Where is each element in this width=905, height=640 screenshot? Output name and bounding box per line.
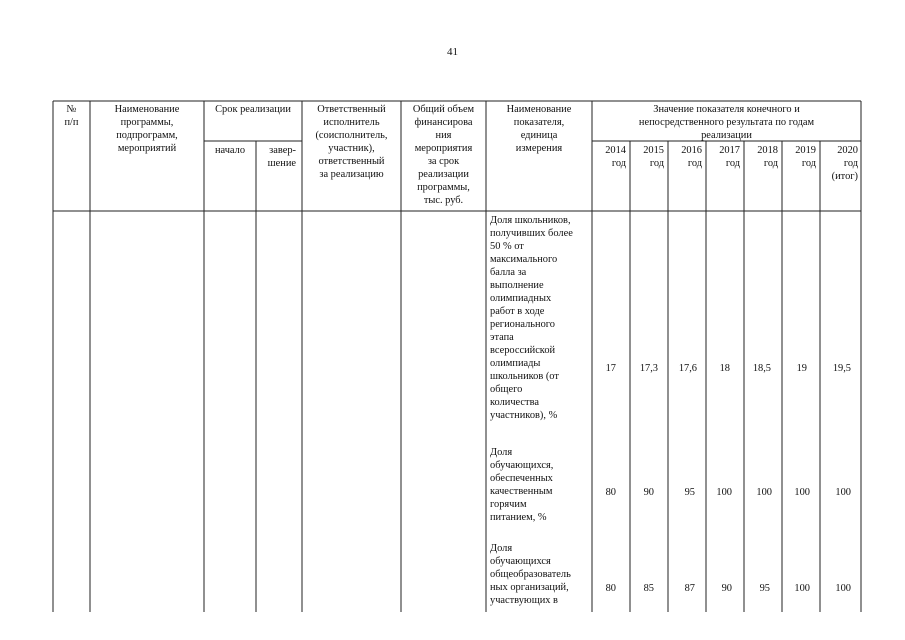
row-1-value-2020: 19,5 xyxy=(832,363,851,374)
header-year-2018: 2018 год xyxy=(757,145,778,169)
row-3-value-2017: 90 xyxy=(721,583,732,594)
row-1-value-2014: 17 xyxy=(605,363,616,374)
row-2-value-2015: 90 xyxy=(643,487,654,498)
header-year-2016: 2016 год xyxy=(681,145,702,169)
header-year-2014: 2014 год xyxy=(605,145,626,169)
row-1-value-2019: 19 xyxy=(796,363,807,374)
row-3-indicator: Доля обучающихся общеобразователь ных организаций, участвующих в xyxy=(490,543,571,606)
row-3-value-2019: 100 xyxy=(794,583,810,594)
row-2-indicator: Доля обучающихся, обеспеченных качественным горячим питанием, % xyxy=(490,447,554,523)
row-2-value-2016: 95 xyxy=(684,487,695,498)
row-1-value-2018: 18,5 xyxy=(752,363,771,374)
row-2-value-2017: 100 xyxy=(716,487,732,498)
header-year-2019: 2019 год xyxy=(795,145,816,169)
row-3-value-2014: 80 xyxy=(605,583,616,594)
header-year-2020: 2020 год (итог) xyxy=(831,145,858,182)
header-year-2017: 2017 год xyxy=(719,145,740,169)
row-1-value-2016: 17,6 xyxy=(678,363,697,374)
header-num: № п/п xyxy=(64,104,79,128)
header-term-end: завер- шение xyxy=(267,145,296,169)
header-year-2015: 2015 год xyxy=(643,145,664,169)
row-3-value-2018: 95 xyxy=(759,583,770,594)
row-2-value-2020: 100 xyxy=(835,487,851,498)
header-executor: Ответственный исполнитель (соисполнитель, участник), ответственный за реализацию xyxy=(315,104,388,180)
row-2-value-2018: 100 xyxy=(756,487,772,498)
header-program-name: Наименование программы, подпрограмм, мероприятий xyxy=(114,104,180,154)
row-3-value-2020: 100 xyxy=(835,583,851,594)
row-3-value-2015: 85 xyxy=(643,583,654,594)
row-1-value-2015: 17,3 xyxy=(639,363,658,374)
row-3-value-2016: 87 xyxy=(684,583,695,594)
row-1-indicator: Доля школьников, получивших более 50 % от максимального балла за выполнение олимпиадных работ в ходе регионального этапа всероссийской олимпиады школьников (от общего количества участников), % xyxy=(490,215,573,421)
header-term-start: начало xyxy=(214,145,246,156)
page-number: 41 xyxy=(447,46,458,58)
header-term: Срок реализации xyxy=(215,104,291,115)
row-2-value-2014: 80 xyxy=(605,487,616,498)
header-funding: Общий объем финансирова ния мероприятия за срок реализации программы, тыс. руб. xyxy=(412,104,475,206)
row-1-value-2017: 18 xyxy=(719,363,730,374)
row-2-value-2019: 100 xyxy=(794,487,810,498)
header-indicator: Наименование показателя, единица измерения xyxy=(506,104,572,154)
header-values-title: Значение показателя конечного и непосредственного результата по годам реализации xyxy=(638,104,815,141)
